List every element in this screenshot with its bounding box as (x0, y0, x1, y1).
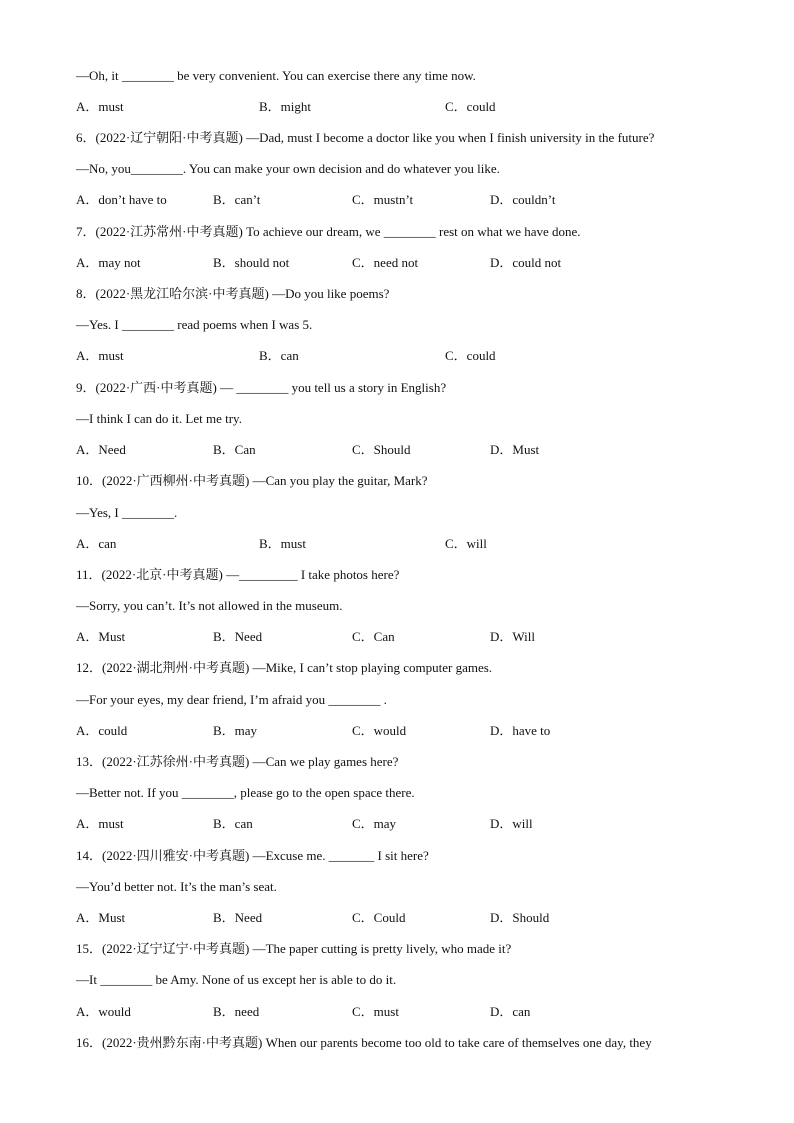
q11-stem: 11．(2022·北京·中考真题) —_________ I take photos here? (76, 567, 400, 582)
q14-option-b[interactable]: B．Need (213, 910, 263, 925)
q8-option-a[interactable]: A．must (76, 348, 124, 363)
q6-option-a[interactable]: A．don’t have to (76, 192, 167, 207)
q7-option-b[interactable]: B．should not (213, 255, 290, 270)
q13-options (76, 816, 776, 832)
q9-options (76, 442, 776, 458)
q13-option-c[interactable]: C．may (352, 816, 397, 831)
q9-option-b[interactable]: B．Can (213, 442, 256, 457)
q9-option-c[interactable]: C．Should (352, 442, 411, 457)
q9-stem: 9．(2022·广西·中考真题) — ________ you tell us a story in English? (76, 380, 447, 395)
q16-stem: 16．(2022·贵州黔东南·中考真题) When our parents become too old to take care of themselves one day, they (76, 1035, 652, 1050)
q12-options (76, 723, 776, 739)
q14-option-d[interactable]: D．Should (490, 910, 550, 925)
q12-stem: 12．(2022·湖北荆州·中考真题) —Mike, I can’t stop playing computer games. (76, 660, 493, 675)
q14-dialog: —You’d better not. It’s the man’s seat. (76, 879, 277, 894)
q10-dialog: —Yes, I ________. (76, 505, 178, 520)
q11-options (76, 629, 776, 645)
q14-option-c[interactable]: C．Could (352, 910, 406, 925)
q11-dialog: —Sorry, you can’t. It’s not allowed in the museum. (76, 598, 343, 613)
q9-option-a[interactable]: A．Need (76, 442, 126, 457)
q5-dialog: —Oh, it ________ be very convenient. You can exercise there any time now. (76, 68, 476, 83)
q7-option-a[interactable]: A．may not (76, 255, 141, 270)
q13-option-a[interactable]: A．must (76, 816, 124, 831)
q11-option-d[interactable]: D．Will (490, 629, 535, 644)
q5-option-a[interactable]: A．must (76, 99, 124, 114)
q6-stem: 6．(2022·辽宁朝阳·中考真题) —Dad, must I become a doctor like you when I finish university in the future? (76, 130, 655, 145)
q6-option-c[interactable]: C．mustn’t (352, 192, 414, 207)
q10-option-c[interactable]: C．will (445, 536, 487, 551)
q11-option-a[interactable]: A．Must (76, 629, 126, 644)
q11-option-b[interactable]: B．Need (213, 629, 263, 644)
q5-option-b[interactable]: B．might (259, 99, 312, 114)
q6-dialog: —No, you________. You can make your own decision and do whatever you like. (76, 161, 500, 176)
q11-option-c[interactable]: C．Can (352, 629, 395, 644)
q15-options (76, 1004, 776, 1020)
q8-dialog: —Yes. I ________ read poems when I was 5. (76, 317, 313, 332)
q10-option-b[interactable]: B．must (259, 536, 306, 551)
q5-options (76, 99, 776, 115)
q8-option-b[interactable]: B．can (259, 348, 299, 363)
q7-option-d[interactable]: D．could not (490, 255, 562, 270)
q13-option-b[interactable]: B．can (213, 816, 253, 831)
q13-stem: 13．(2022·江苏徐州·中考真题) —Can we play games here? (76, 754, 399, 769)
q15-dialog: —It ________ be Amy. None of us except her is able to do it. (76, 972, 397, 987)
q12-dialog: —For your eyes, my dear friend, I’m afraid you ________ . (76, 692, 387, 707)
q5-option-c[interactable]: C．could (445, 99, 496, 114)
q15-option-b[interactable]: B．need (213, 1004, 260, 1019)
q14-option-a[interactable]: A．Must (76, 910, 126, 925)
q10-options (76, 536, 776, 552)
q9-dialog: —I think I can do it. Let me try. (76, 411, 242, 426)
q6-option-b[interactable]: B．can’t (213, 192, 261, 207)
q7-option-c[interactable]: C．need not (352, 255, 419, 270)
q13-dialog: —Better not. If you ________, please go to the open space there. (76, 785, 415, 800)
q9-option-d[interactable]: D．Must (490, 442, 540, 457)
q8-option-c[interactable]: C．could (445, 348, 496, 363)
q10-option-a[interactable]: A．can (76, 536, 117, 551)
q8-stem: 8．(2022·黑龙江哈尔滨·中考真题) —Do you like poems? (76, 286, 390, 301)
q15-option-c[interactable]: C．must (352, 1004, 399, 1019)
q7-stem: 7．(2022·江苏常州·中考真题) To achieve our dream, we ________ rest on what we have done. (76, 224, 581, 239)
q8-options (76, 348, 776, 364)
q12-option-c[interactable]: C．would (352, 723, 407, 738)
q6-option-d[interactable]: D．couldn’t (490, 192, 556, 207)
q15-option-d[interactable]: D．can (490, 1004, 531, 1019)
q15-option-a[interactable]: A．would (76, 1004, 131, 1019)
q15-stem: 15．(2022·辽宁辽宁·中考真题) —The paper cutting is pretty lively, who made it? (76, 941, 512, 956)
q6-options (76, 192, 776, 208)
q13-option-d[interactable]: D．will (490, 816, 533, 831)
q14-stem: 14．(2022·四川雅安·中考真题) —Excuse me. _______ I sit here? (76, 848, 429, 863)
q7-options (76, 255, 776, 271)
q12-option-d[interactable]: D．have to (490, 723, 551, 738)
q14-options (76, 910, 776, 926)
q12-option-a[interactable]: A．could (76, 723, 128, 738)
q12-option-b[interactable]: B．may (213, 723, 258, 738)
q10-stem: 10．(2022·广西柳州·中考真题) —Can you play the guitar, Mark? (76, 473, 428, 488)
